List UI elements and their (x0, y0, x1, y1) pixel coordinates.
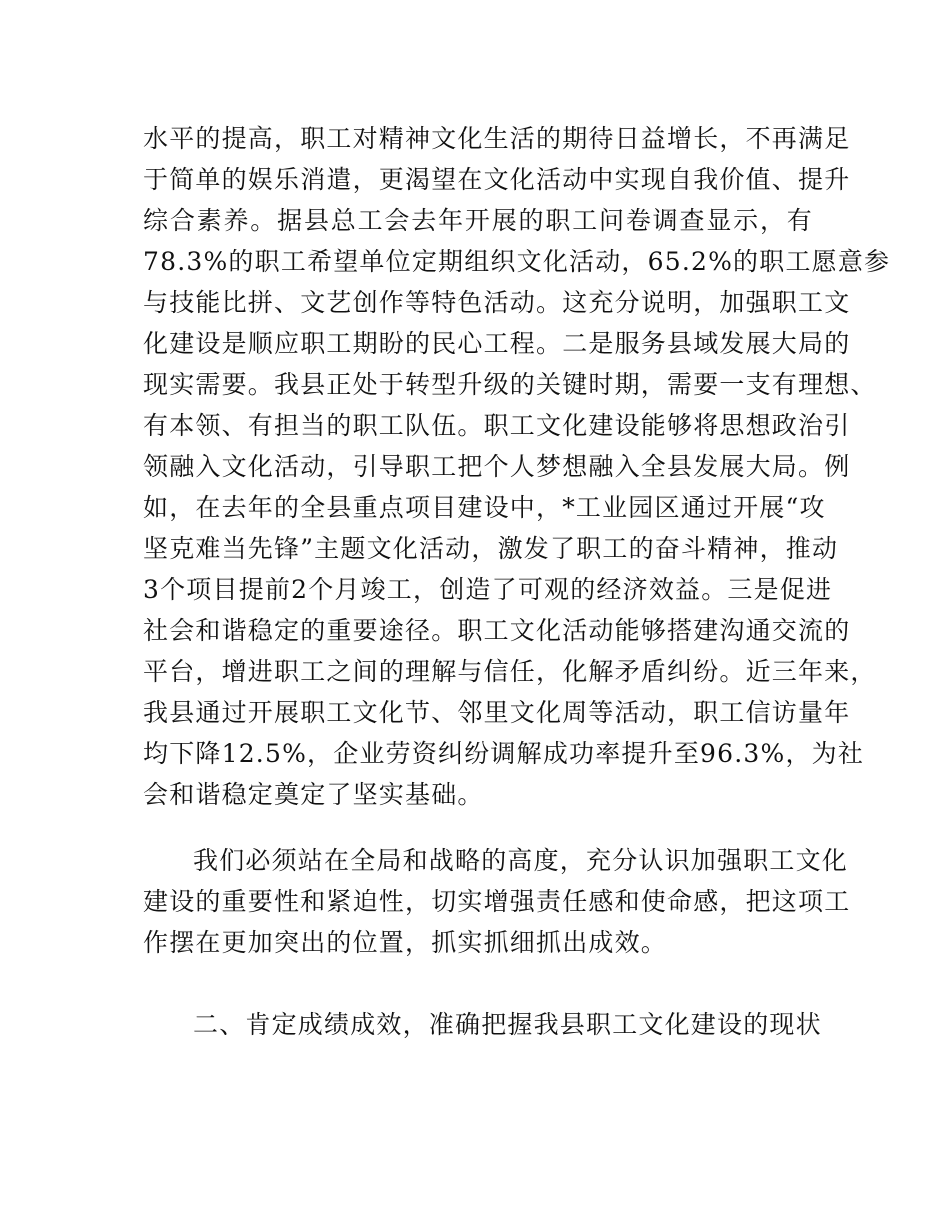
paragraph-line: 与技能比拼、文艺创作等特色活动。这充分说明，加强职工文 (143, 288, 851, 317)
paragraph-line: 领融入文化活动，引导职工把个人梦想融入全县发展大局。例 (143, 452, 851, 481)
paragraph-line: 如，在去年的全县重点项目建设中，*工业园区通过开展“攻 (143, 493, 826, 522)
paragraph-call-to-action (143, 840, 851, 963)
paragraph-line: 水平的提高，职工对精神文化生活的期待日益增长，不再满足 (143, 124, 851, 153)
paragraph-line: 3个项目提前2个月竣工，创造了可观的经济效益。三是促进 (143, 575, 833, 604)
paragraph-line: 平台，增进职工之间的理解与信任，化解矛盾纠纷。近三年来， (143, 657, 877, 686)
section-heading (143, 1004, 822, 1045)
paragraph-line: 均下降12.5%，企业劳资纠纷调解成功率提升至96.3%，为社 (143, 739, 865, 768)
paragraph-line: 综合素养。据县总工会去年开展的职工问卷调查显示，有 (143, 206, 813, 235)
paragraph-line: 现实需要。我县正处于转型升级的关键时期，需要一支有理想、 (143, 370, 877, 399)
paragraph-line: 建设的重要性和紧迫性，切实增强责任感和使命感，把这项工 (143, 887, 851, 916)
paragraph-line: 78.3%的职工希望单位定期组织文化活动，65.2%的职工愿意参 (143, 247, 891, 276)
paragraph-line: 坚克难当先锋”主题文化活动，激发了职工的奋斗精神，推动 (143, 534, 839, 563)
section-heading-text: 二、肯定成绩成效，准确把握我县职工文化建设的现状 (193, 1010, 822, 1039)
paragraph-line: 作摆在更加突出的位置，抓实抓细抓出成效。 (143, 928, 668, 957)
paragraph-line: 社会和谐稳定的重要途径。职工文化活动能够搭建沟通交流的 (143, 616, 851, 645)
paragraph-line: 有本领、有担当的职工队伍。职工文化建设能够将思想政治引 (143, 411, 851, 440)
paragraph-line: 于简单的娱乐消遣，更渴望在文化活动中实现自我价值、提升 (143, 165, 851, 194)
paragraph-line: 会和谐稳定奠定了坚实基础。 (143, 780, 484, 809)
paragraph-line: 我们必须站在全局和战略的高度，充分认识加强职工文化 (193, 846, 849, 875)
paragraph-line: 我县通过开展职工文化节、邻里文化周等活动，职工信访量年 (143, 698, 851, 727)
paragraph-line: 化建设是顺应职工期盼的民心工程。二是服务县域发展大局的 (143, 329, 851, 358)
paragraph-survey-and-significance (143, 118, 891, 815)
